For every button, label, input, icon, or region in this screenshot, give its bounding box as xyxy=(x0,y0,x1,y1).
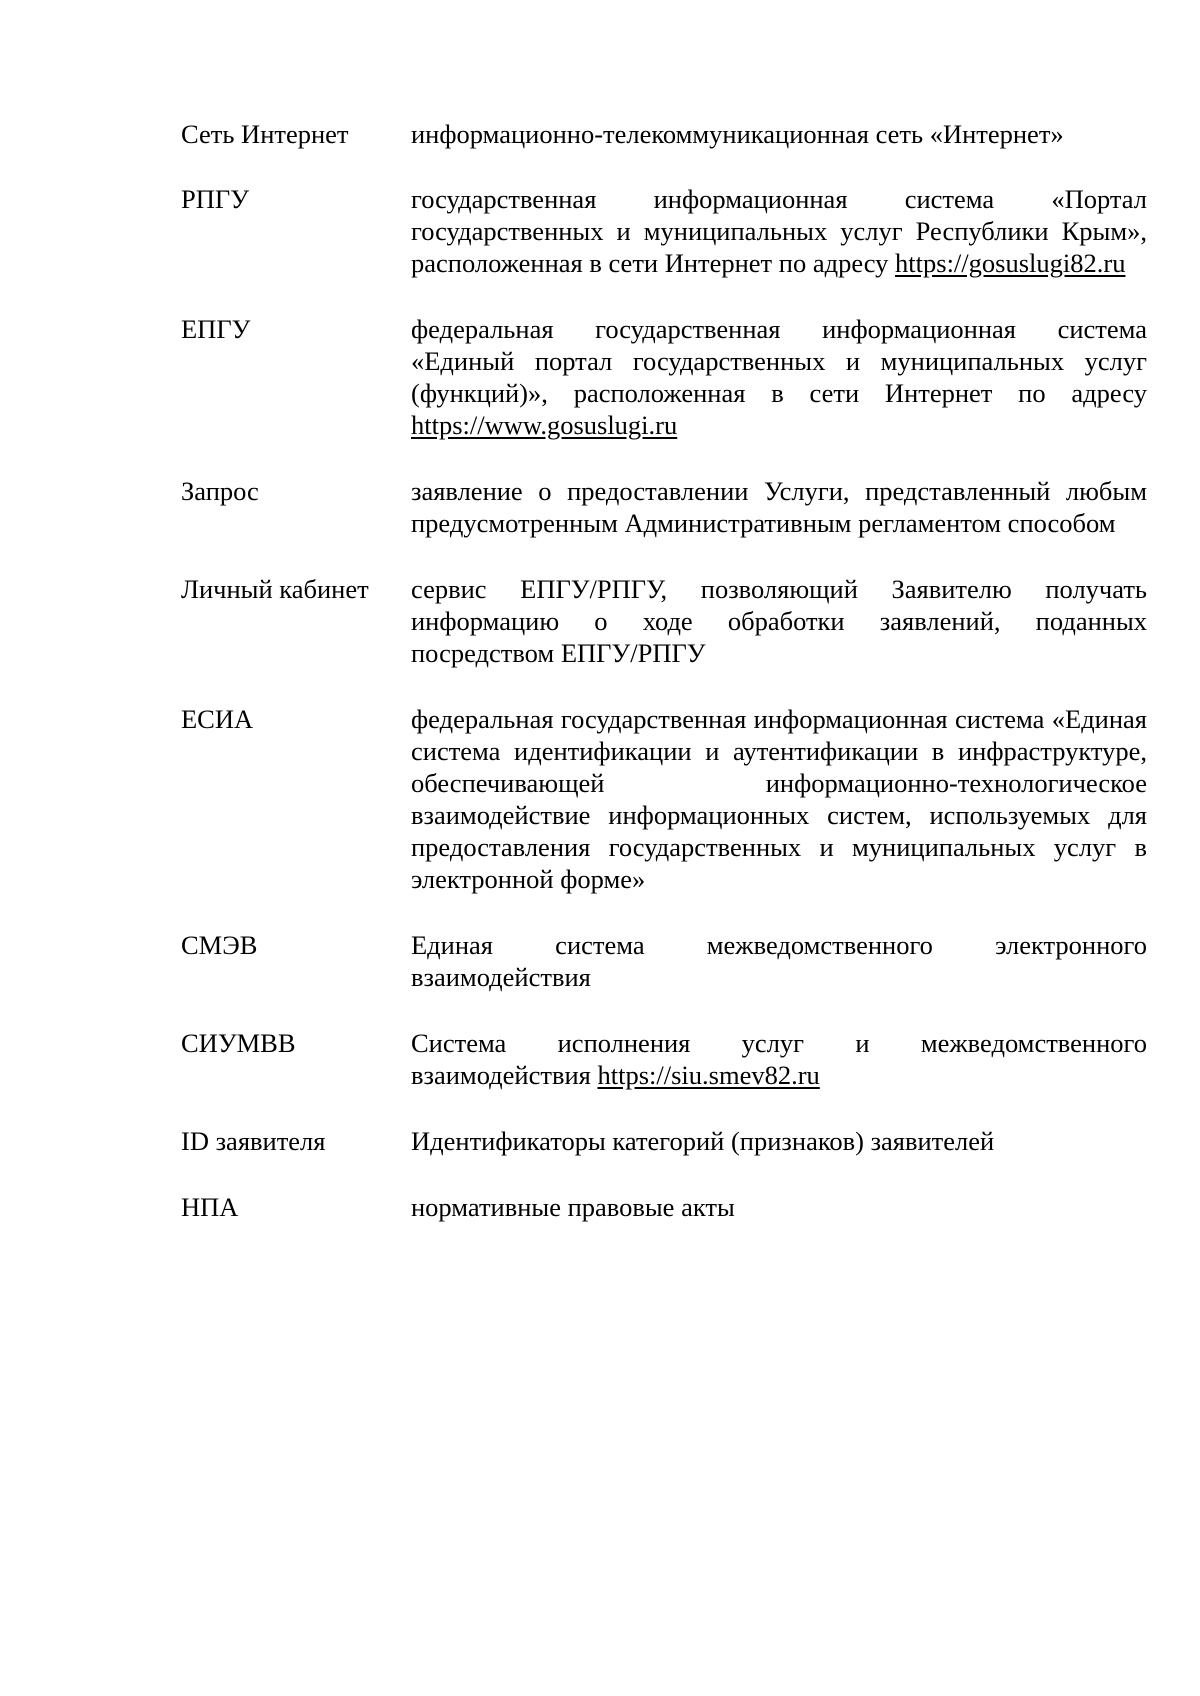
glossary-definition xyxy=(411,183,1147,279)
definition-text: федеральная государственная информационная система «Единый портал государственных и муниципальных услуг (функций)», расположенная в сети Интернет по адресу xyxy=(411,314,1147,408)
definition-text: Единая система межведомственного электронного взаимодействия xyxy=(411,930,1147,992)
glossary-term: ЕПГУ xyxy=(181,314,251,344)
definition-text: сервис ЕПГУ/РПГУ, позволяющий Заявителю получать информацию о ходе обработки заявлений, поданных посредством ЕПГУ/РПГУ xyxy=(411,574,1147,668)
definition-text: информационно-телекоммуникационная сеть «Интернет» xyxy=(411,119,1064,149)
glossary-term: СИУМВВ xyxy=(181,1028,296,1058)
glossary-term: Сеть Интернет xyxy=(181,119,349,149)
glossary-term: НПА xyxy=(181,1192,239,1222)
glossary-definition xyxy=(411,573,1147,669)
definition-text: федеральная государственная информационная система «Единая система идентификации и аутентификации в инфраструктуре, обеспечивающей информационно-технологическое взаимодействие информационных систем, используемых для предоставления государственных и муниципальных услуг в электронной форме» xyxy=(411,704,1147,894)
epgu-link[interactable]: https://www.gosuslugi.ru xyxy=(411,410,678,440)
glossary-entry xyxy=(181,1125,1147,1157)
glossary-definition xyxy=(411,1191,1147,1223)
glossary-definition xyxy=(411,313,1147,441)
glossary-term: ID заявителя xyxy=(181,1126,326,1156)
glossary-definition xyxy=(411,1027,1147,1091)
glossary-definition xyxy=(411,703,1147,895)
definition-text: Система исполнения услуг и межведомственного взаимодействия xyxy=(411,1028,1147,1090)
siumvv-link[interactable]: https://siu.smev82.ru xyxy=(597,1060,820,1090)
glossary-definition xyxy=(411,475,1147,539)
glossary-term: ЕСИА xyxy=(181,704,254,734)
glossary-term: Запрос xyxy=(181,476,259,506)
glossary-entry xyxy=(181,313,1147,441)
definition-text: нормативные правовые акты xyxy=(411,1192,735,1222)
definition-text: заявление о предоставлении Услуги, представленный любым предусмотренным Административным регламентом способом xyxy=(411,476,1147,538)
glossary-entry xyxy=(181,118,1147,150)
glossary-entry xyxy=(181,573,1147,669)
glossary-definition xyxy=(411,1125,1147,1157)
glossary-term: РПГУ xyxy=(181,184,249,214)
glossary-entry xyxy=(181,1027,1147,1091)
glossary-definition xyxy=(411,118,1147,150)
rpgu-link[interactable]: https://gosuslugi82.ru xyxy=(895,248,1126,278)
definition-text: Идентификаторы категорий (признаков) заявителей xyxy=(411,1126,995,1156)
glossary-entry xyxy=(181,703,1147,895)
glossary-entry xyxy=(181,183,1147,279)
glossary-entry xyxy=(181,475,1147,539)
definition-text: государственная информационная система «Портал государственных и муниципальных услуг Республики Крым», расположенная в сети Интернет по адресу xyxy=(411,184,1147,278)
glossary-term: СМЭВ xyxy=(181,930,258,960)
glossary-term: Личный кабинет xyxy=(181,574,369,604)
glossary-entry xyxy=(181,929,1147,993)
glossary-list xyxy=(181,118,1147,1223)
glossary-entry xyxy=(181,1191,1147,1223)
glossary-definition xyxy=(411,929,1147,993)
